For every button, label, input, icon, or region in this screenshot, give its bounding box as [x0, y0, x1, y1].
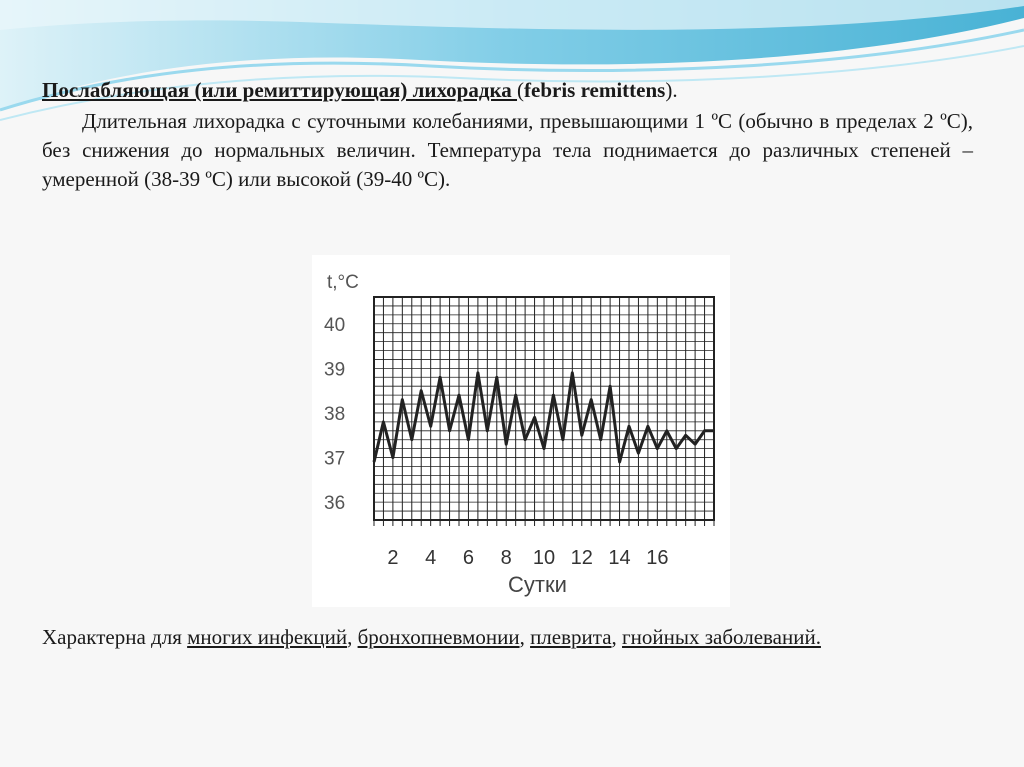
x-tick-label: 10 [532, 547, 556, 569]
footer-prefix: Характерна для [42, 625, 188, 649]
description-paragraph: Длительная лихорадка с суточными колебаниями, превышающими 1 ºС (обычно в пределах 2 ºС), без снижения до нормальных величин. Температура тела поднимается до различных степеней – умеренной (38-39 ºС) или высокой (39-40 ºС). [42, 109, 973, 191]
heading [42, 76, 973, 105]
footer-sep-1: , [347, 625, 358, 649]
footer-item-bronchopneumonia: бронхопневмонии [357, 625, 520, 649]
x-tick-label: 4 [425, 547, 437, 569]
y-axis-label: t,°C [327, 272, 359, 293]
y-tick-label: 37 [324, 448, 346, 470]
x-tick-label: 8 [500, 547, 512, 569]
x-tick-labels [387, 547, 668, 569]
footer-sep-3: , [611, 625, 623, 649]
chart-grid [374, 297, 714, 526]
footer-text [42, 622, 973, 653]
x-tick-label: 14 [608, 547, 631, 569]
x-tick-label: 16 [646, 547, 669, 569]
x-tick-label: 12 [570, 547, 593, 569]
footer-item-pleurisy: плеврита [530, 625, 612, 649]
temperature-chart [312, 255, 730, 607]
y-tick-labels [324, 315, 345, 514]
heading-latin-term: febris remittens [524, 78, 666, 102]
x-tick-label: 6 [462, 547, 475, 569]
heading-latin-open: ( [517, 78, 525, 102]
heading-title: Послабляющая (или ремиттирующая) лихорадка [42, 78, 518, 102]
temperature-chart-svg [312, 255, 730, 607]
y-tick-label: 38 [324, 403, 346, 425]
text-block [42, 76, 973, 194]
x-axis-label: Сутки [508, 572, 567, 597]
y-tick-label: 39 [324, 359, 346, 381]
y-tick-label: 36 [324, 493, 346, 515]
footer-item-infections: многих инфекций [187, 625, 348, 649]
footer-sep-2: , [519, 625, 531, 649]
x-tick-label: 2 [387, 547, 399, 569]
footer-item-purulent-diseases: гнойных заболеваний. [622, 625, 821, 649]
heading-latin-close: ). [665, 78, 678, 102]
y-tick-label: 40 [324, 314, 346, 336]
